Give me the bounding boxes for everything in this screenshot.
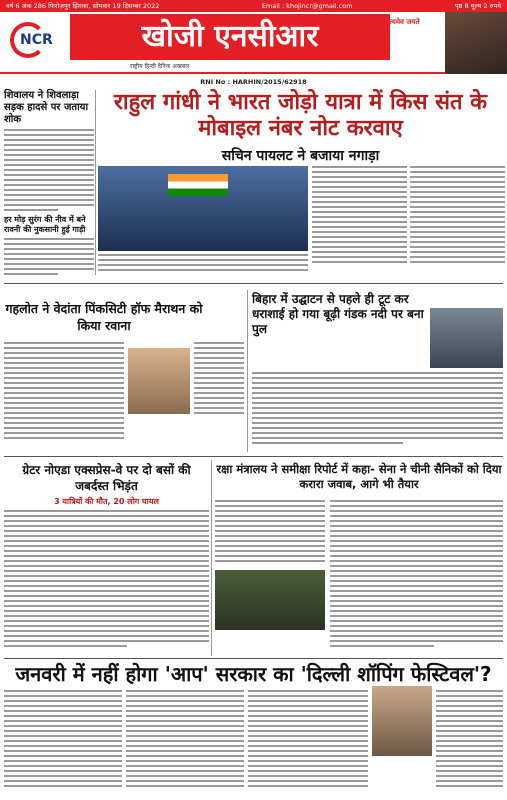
flag-icon <box>168 174 228 196</box>
gehlot-photo <box>128 348 190 414</box>
bottom-body-col-1 <box>4 690 122 796</box>
gehlot-story-side <box>194 342 244 450</box>
defence-story <box>215 462 503 492</box>
top-info-bar <box>0 0 507 12</box>
bihar-headline[interactable]: बिहार में उद्घाटन से पहले ही टूट कर धराशाई हो गया बूढ़ी गंडक नदी पर बना पुल <box>252 292 424 336</box>
defence-headline[interactable]: रक्षा मंत्रालय ने समीक्षा रिपोर्ट में कहा- सेना ने चीनी सैनिकों को दिया करारा जवाब, आगे भी तैयार <box>216 462 502 491</box>
newspaper-tagline: राष्ट्रीय हिन्दी दैनिक अखबार <box>130 63 190 70</box>
masthead <box>0 12 507 74</box>
main-subheadline: सचिन पायलट ने बजाया नगाड़ा <box>221 148 380 164</box>
left-story <box>4 90 94 275</box>
greater-noida-subhead: 3 यात्रियों की मौत, 20 लोग घायल <box>54 497 159 506</box>
bottom-body-col-2 <box>126 690 244 796</box>
main-story-photo <box>98 166 308 251</box>
masthead-photo <box>445 12 507 74</box>
defence-body-left <box>215 500 325 568</box>
gehlot-story-body <box>4 342 124 450</box>
bihar-story-body <box>252 372 503 452</box>
greater-noida-headline[interactable]: ग्रेटर नोएडा एक्सप्रेस-वे पर दो बसों की जबर्दस्त भिड़ंत <box>22 463 191 493</box>
main-headline[interactable]: राहुल गांधी ने भारत जोड़ो यात्रा में किस संत के मोबाइल नंबर नोट करवाए <box>113 90 488 141</box>
rni-number: RNI No : HARHIN/2015/62918 <box>200 78 307 86</box>
gehlot-headline[interactable]: गहलोत ने वेदांता पिंकसिटी हॉफ मैराथन को किया रवाना <box>5 301 203 333</box>
bottom-body-col-4 <box>436 690 503 796</box>
army-photo <box>215 570 325 630</box>
defence-body-right <box>330 500 503 656</box>
main-story-column-2 <box>410 166 505 276</box>
left-story-subtitle: हर मोड़ सुरंग की नीव में बने रावनी की नुकसानी हुई गाड़ी <box>4 215 86 234</box>
main-story-column-3 <box>98 254 308 278</box>
greater-noida-story <box>4 462 209 507</box>
left-story-title: शिवालय ने शिवलाड़ा सड़क हादसे पर जताया शोक <box>4 90 89 125</box>
bridge-photo <box>430 308 503 368</box>
gehlot-story <box>4 300 204 334</box>
main-story-column-1 <box>312 166 407 276</box>
motto: सत्यमेव जयते <box>385 18 420 26</box>
issue-info: वर्ष 6 अंक 286 फिरोज़पुर झिरका, सोमवार 19 दिसम्बर 2022 <box>6 2 160 10</box>
logo-text: NCR <box>20 32 53 48</box>
newspaper-title: खोजी एनसीआर <box>70 14 390 60</box>
bottom-body-col-3 <box>248 690 368 796</box>
bihar-story <box>252 292 428 337</box>
bottom-headline[interactable]: जनवरी में नहीं होगा 'आप' सरकार का 'दिल्ली शॉपिंग फेस्टिवल'? <box>15 662 492 686</box>
greater-noida-body <box>4 510 209 656</box>
page-price-info: पृष्ठ 8 मूल्य 2 रुपये <box>454 2 501 10</box>
left-story-body <box>4 129 94 211</box>
email-info[interactable]: Email : khojincr@gmail.com <box>261 2 353 10</box>
ncr-logo <box>6 20 70 60</box>
kejriwal-photo <box>372 686 432 756</box>
